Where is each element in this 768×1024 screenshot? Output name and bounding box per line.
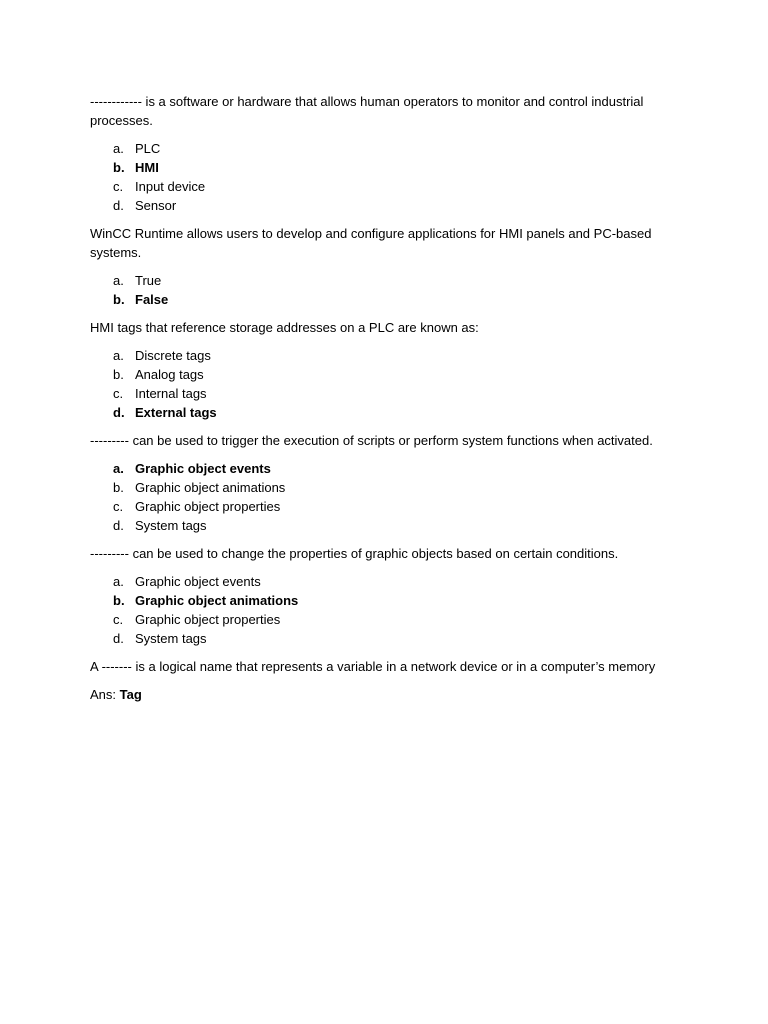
option-list: [90, 271, 658, 309]
question-text: --------- can be used to change the properties of graphic objects based on certain conditions.: [90, 546, 619, 561]
option-letter: a.: [113, 461, 124, 476]
option-list: [90, 346, 658, 422]
option-text: Sensor: [135, 198, 177, 213]
option-item: [90, 196, 658, 215]
option-text: True: [135, 273, 162, 288]
answer-line: [90, 685, 658, 704]
option-letter: b.: [113, 292, 125, 307]
option-letter: c.: [113, 612, 124, 627]
option-list: [90, 459, 658, 535]
option-letter: a.: [113, 348, 124, 363]
option-item: [90, 591, 658, 610]
option-item: [90, 158, 658, 177]
option-text: Discrete tags: [135, 348, 211, 363]
answer-value: Tag: [119, 687, 142, 702]
option-letter: d.: [113, 631, 124, 646]
option-item: [90, 629, 658, 648]
option-item: [90, 365, 658, 384]
option-item: [90, 497, 658, 516]
option-letter: d.: [113, 405, 125, 420]
option-text: System tags: [135, 518, 207, 533]
option-text: External tags: [135, 405, 217, 420]
option-letter: b.: [113, 480, 124, 495]
question-text: WinCC Runtime allows users to develop and configure applications for HMI panels and PC-based systems.: [90, 226, 652, 260]
option-text: Input device: [135, 179, 206, 194]
option-text: Graphic object properties: [135, 612, 281, 627]
option-text: HMI: [135, 160, 159, 175]
option-item: [90, 572, 658, 591]
option-letter: b.: [113, 367, 124, 382]
option-item: [90, 271, 658, 290]
option-list: [90, 139, 658, 215]
option-item: [90, 403, 658, 422]
option-item: [90, 516, 658, 535]
option-letter: b.: [113, 160, 125, 175]
option-item: [90, 478, 658, 497]
option-text: PLC: [135, 141, 161, 156]
option-letter: d.: [113, 518, 124, 533]
option-item: [90, 459, 658, 478]
option-text: Graphic object animations: [135, 480, 286, 495]
answer-prefix: Ans:: [90, 687, 120, 702]
option-letter: c.: [113, 499, 124, 514]
option-text: False: [135, 292, 169, 307]
option-text: Internal tags: [135, 386, 207, 401]
option-letter: a.: [113, 141, 124, 156]
option-letter: b.: [113, 593, 125, 608]
option-text: Graphic object properties: [135, 499, 281, 514]
option-item: [90, 139, 658, 158]
question-text: HMI tags that reference storage addresses on a PLC are known as:: [90, 320, 479, 335]
option-letter: c.: [113, 179, 124, 194]
option-text: Graphic object events: [135, 574, 261, 589]
option-item: [90, 346, 658, 365]
option-item: [90, 177, 658, 196]
quiz-body: [90, 92, 658, 648]
option-text: Graphic object animations: [135, 593, 299, 608]
option-item: [90, 610, 658, 629]
option-text: Analog tags: [135, 367, 204, 382]
option-list: [90, 572, 658, 648]
option-letter: a.: [113, 574, 124, 589]
option-letter: c.: [113, 386, 124, 401]
option-letter: a.: [113, 273, 124, 288]
final-question: A ------- is a logical name that represents a variable in a network device or in a computer’s memory: [90, 659, 656, 674]
option-item: [90, 384, 658, 403]
question-text: ------------ is a software or hardware that allows human operators to monitor and control industrial processes.: [90, 94, 644, 128]
option-letter: d.: [113, 198, 124, 213]
option-text: Graphic object events: [135, 461, 271, 476]
option-item: [90, 290, 658, 309]
question-text: --------- can be used to trigger the execution of scripts or perform system functions when activated.: [90, 433, 653, 448]
option-text: System tags: [135, 631, 207, 646]
